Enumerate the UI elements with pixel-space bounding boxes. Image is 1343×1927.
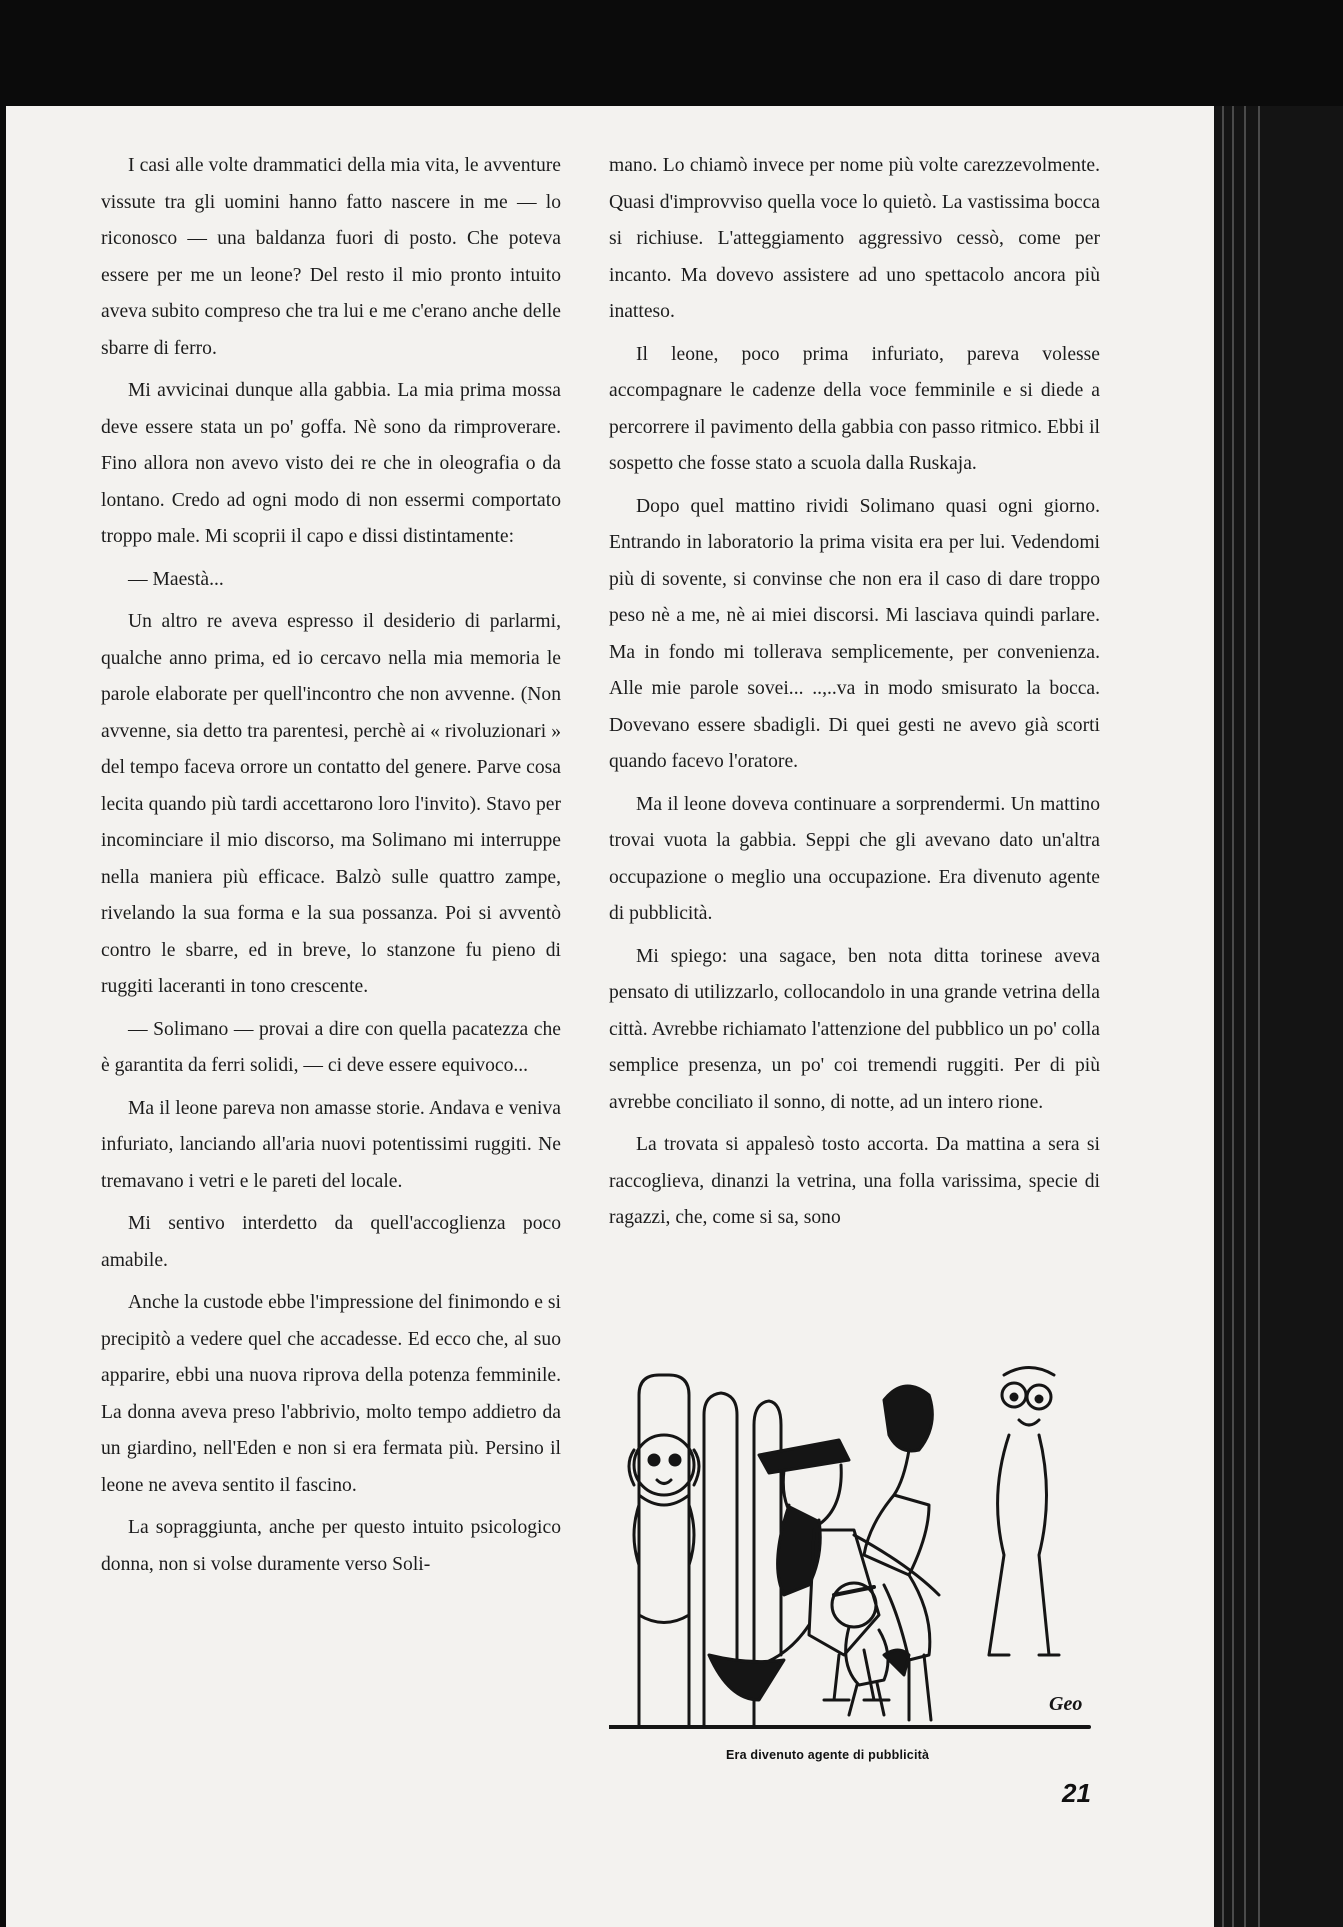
cartoon-illustration [609, 1355, 1094, 1745]
paragraph: Mi sentivo interdetto da quell'accoglienza poco amabile. [101, 1213, 561, 1271]
paragraph: Il leone, poco prima infuriato, pareva volesse accompagnare le cadenze della voce femminile e si diede a percorrere il pavimento della gabbia con passo ritmico. Ebbi il sospetto che fosse stato a scuola dalla Ruskaja. [609, 343, 1100, 474]
paragraph: La sopraggiunta, anche per questo intuito psicologico donna, non si volse duramente verso Soli- [101, 1517, 561, 1575]
left-text-column [101, 148, 561, 1589]
paragraph: Dopo quel mattino rividi Solimano quasi ogni giorno. Entrando in laboratorio la prima visita era per lui. Vedendomi più di sovente, si convinse che non era il caso di dare troppo peso nè a me, nè ai miei discorsi. Mi lasciava quindi parlare. Ma in fondo mi tollerava semplicemente, per convenienza. Alle mie parole sovei... ..,..va in modo smisurato la bocca. Dovevano essere sbadigli. Di quei gesti ne avevo già scorti quando facevo l'oratore. [609, 495, 1100, 772]
paragraph: Mi spiego: una sagace, ben nota ditta torinese aveva pensato di utilizzarlo, collocandolo in una grande vetrina della città. Avrebbe richiamato l'attenzione del pubblico un po' colla semplice presenza, un po' coi tremendi ruggiti. Per di più avrebbe conciliato il sonno, di notte, ad un intero rione. [609, 945, 1100, 1113]
paragraph: Ma il leone pareva non amasse storie. Andava e veniva infuriato, lanciando all'aria nuovi potentissimi ruggiti. Ne tremavano i vetri e le pareti del locale. [101, 1097, 561, 1192]
paragraph: Anche la custode ebbe l'impressione del finimondo e si precipitò a vedere quel che accadesse. Ed ecco che, al suo apparire, ebbi una nuova riprova della potenza femminile. La donna aveva preso l'abbrivio, molto tempo addietro da un giardino, nell'Eden e non si era fermata più. Persino il leone ne aveva sentito il fascino. [101, 1292, 561, 1496]
paragraph: Ma il leone doveva continuare a sorprendermi. Un mattino trovai vuota la gabbia. Seppi che gli avevano dato un'altra occupazione o meglio una occupazione. Era divenuto agente di pubblicità. [609, 793, 1100, 924]
paragraph: La trovata si appalesò tosto accorta. Da mattina a sera si raccoglieva, dinanzi la vetrina, una folla varissima, specie di ragazzi, che, come si sa, sono [609, 1134, 1100, 1228]
spectator-figure [989, 1368, 1059, 1656]
right-text-column [609, 148, 1100, 1243]
paragraph: mano. Lo chiamò invece per nome più volte carezzevolmente. Quasi d'improvviso quella voce lo quietò. La vastissima bocca si richiuse. L'atteggiamento aggressivo cessò, come per incanto. Ma dovevo assistere ad uno spettacolo ancora più inatteso. [609, 155, 1100, 322]
paragraph: — Maestà... [128, 568, 224, 590]
paragraph: — Solimano — provai a dire con quella pacatezza che è garantita da ferri solidi, — ci deve essere equivoco... [101, 1018, 561, 1076]
paragraph: I casi alle volte drammatici della mia vita, le avventure vissute tra gli uomini hanno fatto nascere in me — lo riconosco — una baldanza fuori di posto. Che poteva essere per me un leone? Del resto il mio pronto intuito aveva subito compreso che tra lui e me c'erano anche delle sbarre di ferro. [101, 155, 561, 359]
book-spine [1214, 106, 1343, 1927]
boy-figure [832, 1583, 909, 1715]
cage-bar [639, 1375, 689, 1725]
paragraph: Un altro re aveva espresso il desiderio di parlarmi, qualche anno prima, ed io cercavo nella mia memoria le parole elaborate per quell'incontro che non avvenne. (Non avvenne, sia detto tra parentesi, perchè ai « rivoluzionari » del tempo faceva orrore un contatto del genere. Parve cosa lecita quando più tardi accettarono loro l'invito). Stavo per incominciare il mio discorso, ma Solimano mi interruppe nella maniera più efficace. Balzò sulle quattro zampe, rivelando la sua forma e la sua possanza. Poi si avventò contro le sbarre, ed in breve, lo stanzone fu pieno di ruggiti laceranti in tono crescente. [101, 611, 561, 997]
paragraph: Mi avvicinai dunque alla gabbia. La mia prima mossa deve essere stata un po' goffa. Nè sono da rimproverare. Fino allora non avevo visto dei re che in oleografia o da lontano. Credo ad ogni modo di non essermi comportato troppo male. Mi scoprii il capo e dissi distintamente: [101, 380, 561, 547]
illustration-caption: Era divenuto agente di pubblicità [726, 1748, 930, 1762]
artist-signature: Geo [1049, 1693, 1083, 1715]
page-number: 21 [1062, 1778, 1091, 1808]
